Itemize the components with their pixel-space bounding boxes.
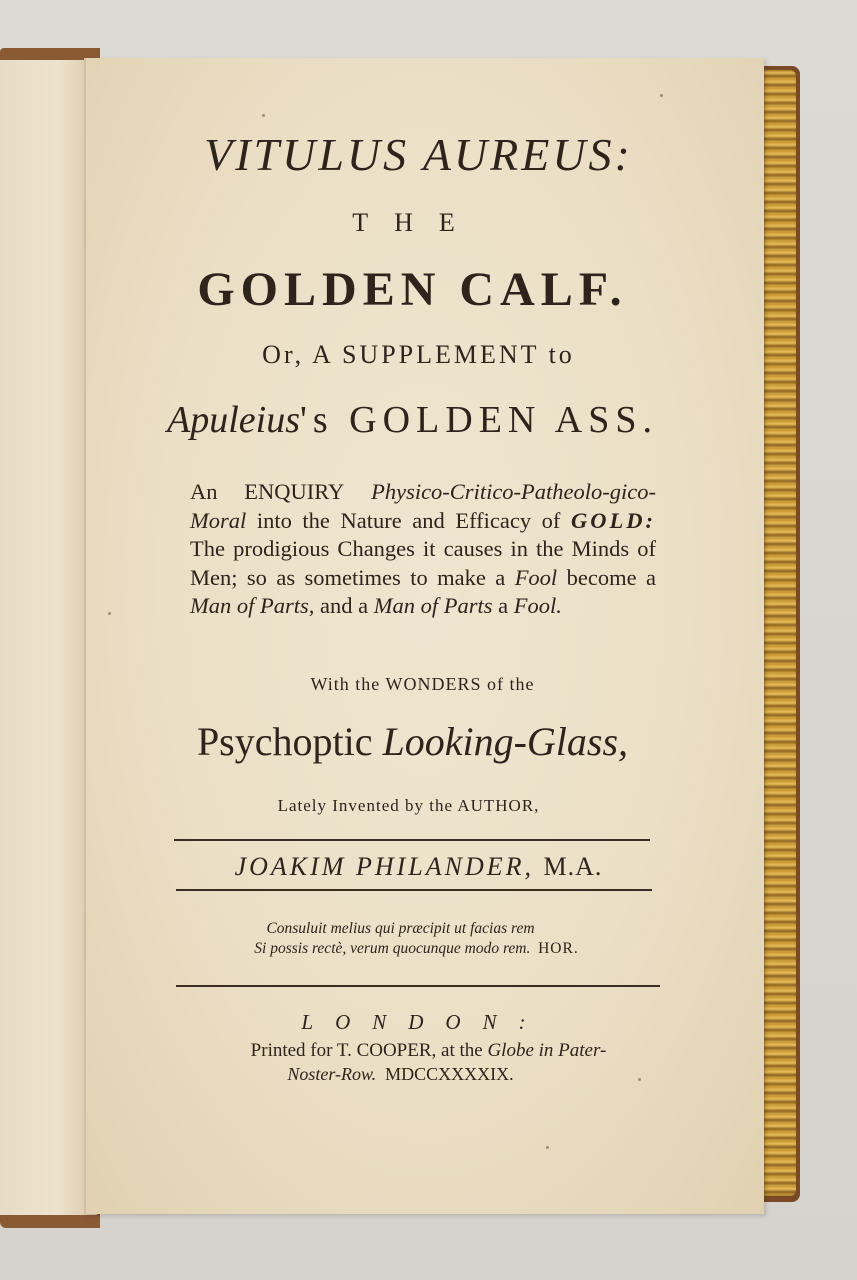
enquiry-changes: The prodigious Changes it causes in the Minds of Men; so as sometimes to make a bbox=[190, 536, 656, 590]
rule-bottom bbox=[176, 985, 660, 987]
author-line bbox=[0, 852, 847, 882]
enquiry-man-of-parts2: Man of Parts bbox=[373, 593, 493, 618]
noster-row: Noster-Row. bbox=[287, 1064, 377, 1084]
enquiry-physico: Physico-Critico-Patheolo-gico-Moral bbox=[190, 479, 657, 533]
apuleius-name: Apuleius bbox=[167, 399, 301, 441]
paper-speck bbox=[108, 612, 111, 615]
rule-middle bbox=[176, 889, 652, 891]
author-degree: M.A. bbox=[543, 852, 603, 881]
imprint-address-date bbox=[0, 1064, 829, 1085]
in-pater: in Pater- bbox=[533, 1040, 607, 1061]
paper-speck bbox=[638, 1078, 641, 1081]
subtitle: Or, A SUPPLEMENT to bbox=[262, 340, 575, 369]
enquiry-paragraph bbox=[190, 478, 656, 621]
enquiry-a: a bbox=[492, 593, 514, 618]
looking-glass: Looking-Glass, bbox=[382, 719, 629, 764]
author-name: JOAKIM PHILANDER, bbox=[234, 852, 534, 881]
enquiry-fool2: Fool. bbox=[513, 593, 562, 618]
epigraph-text: Si possis rectè, verum quocunque modo rem. bbox=[254, 940, 531, 957]
enquiry-gold: GOLD: bbox=[571, 507, 656, 533]
paper-speck bbox=[660, 94, 663, 97]
paper-speck bbox=[546, 1146, 549, 1149]
enquiry-fool1: Fool bbox=[514, 564, 558, 590]
the-word: THE bbox=[352, 208, 481, 237]
printed-for: Printed for T. COOPER, at the bbox=[250, 1040, 488, 1061]
epigraph-line-2 bbox=[0, 940, 845, 958]
rule-top bbox=[174, 839, 650, 841]
golden-ass: 's GOLDEN ASS. bbox=[300, 399, 658, 441]
enquiry-man-of-parts1: Man of Parts, bbox=[190, 593, 315, 618]
english-title: GOLDEN CALF. bbox=[197, 263, 628, 316]
lately-invented: Lately Invented by the AUTHOR, bbox=[277, 796, 540, 815]
enquiry-become: become a bbox=[557, 564, 656, 590]
paper-speck bbox=[262, 114, 265, 117]
psychoptic-word: Psychoptic bbox=[196, 719, 373, 764]
globe-sign: Globe bbox=[487, 1040, 534, 1061]
enquiry-lead: An ENQUIRY bbox=[190, 479, 345, 504]
epigraph-source: HOR. bbox=[538, 940, 579, 957]
imprint-date: MDCCXXXXIX. bbox=[385, 1064, 514, 1084]
epigraph-line-1: Consuluit melius qui præcipit ut facias rem bbox=[266, 920, 535, 937]
enquiry-into: into the Nature and Efficacy of bbox=[246, 507, 572, 533]
imprint-printer bbox=[0, 1040, 857, 1062]
wonders-line: With the WONDERS of the bbox=[310, 674, 535, 694]
apuleius-line bbox=[0, 398, 841, 442]
enquiry-and-a: and a bbox=[314, 593, 374, 618]
imprint-place: LONDON: bbox=[301, 1010, 548, 1034]
psychoptic-line bbox=[0, 718, 841, 765]
latin-title: VITULUS AUREUS: bbox=[204, 129, 633, 180]
